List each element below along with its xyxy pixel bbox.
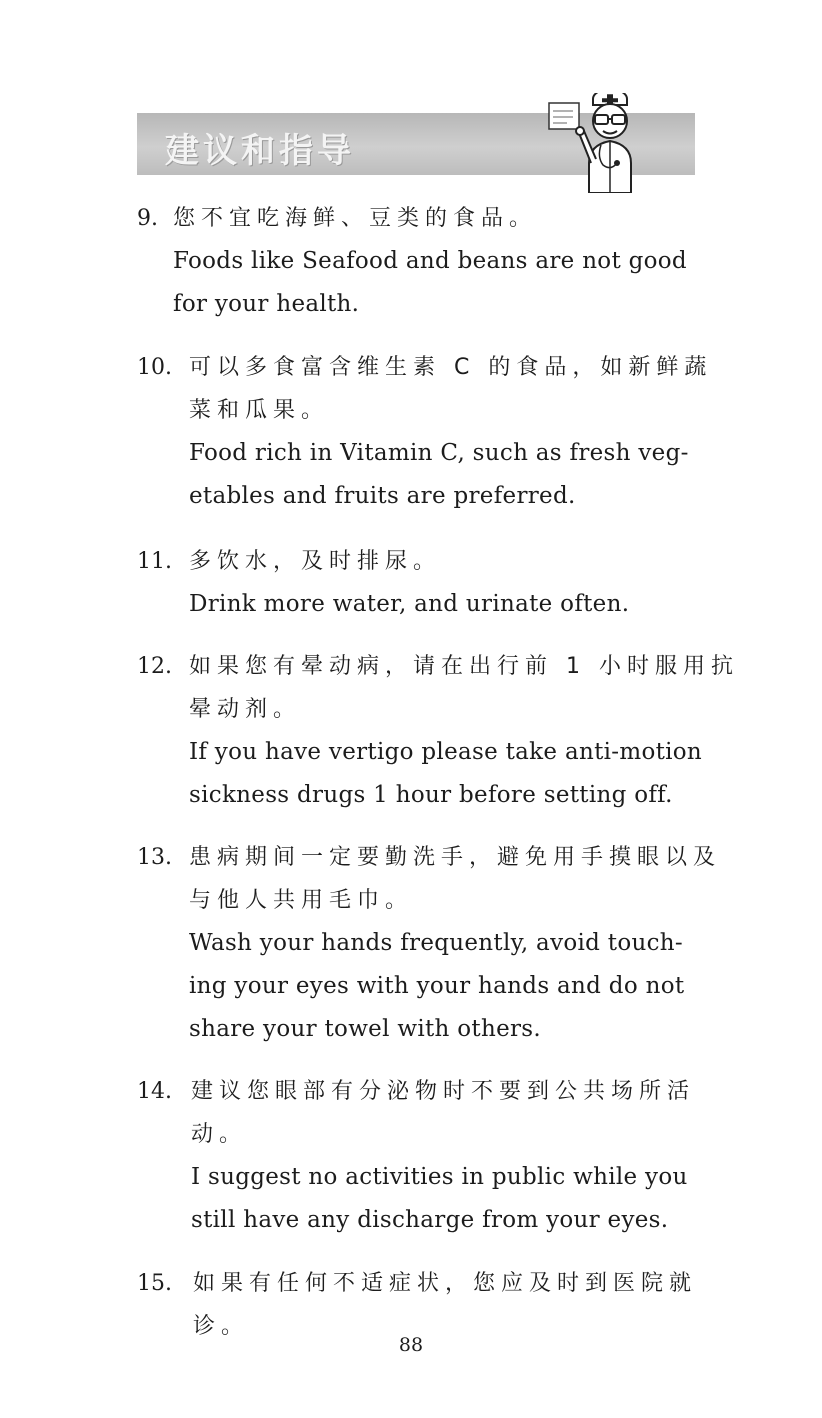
advice-item-12 bbox=[137, 645, 739, 817]
advice-item-9 bbox=[137, 197, 704, 326]
item-number: 12. bbox=[137, 654, 172, 679]
item-english-text bbox=[173, 240, 704, 326]
item-chinese-text bbox=[189, 540, 704, 583]
item-number: 9. bbox=[137, 206, 158, 231]
item-number: 15. bbox=[137, 1271, 172, 1296]
item-chinese-text bbox=[189, 836, 722, 922]
advice-item-13 bbox=[137, 836, 722, 1051]
chinese-line: 患病期间一定要勤洗手，避免用手摸眼以及 bbox=[189, 845, 722, 870]
chinese-line: 动。 bbox=[191, 1122, 248, 1147]
english-line: ing your eyes with your hands and do not bbox=[189, 973, 685, 999]
item-english-text bbox=[189, 731, 704, 817]
chinese-line: 建议您眼部有分泌物时不要到公共场所活 bbox=[191, 1079, 696, 1104]
chinese-line: 与他人共用毛巾。 bbox=[189, 888, 414, 913]
advice-item-10 bbox=[137, 346, 713, 518]
chinese-line: 晕动剂。 bbox=[189, 697, 302, 722]
english-line: still have any discharge from your eyes. bbox=[191, 1207, 669, 1233]
chinese-line: 如果您有晕动病，请在出行前 1 小时服用抗 bbox=[189, 654, 739, 679]
item-chinese-text bbox=[189, 645, 739, 731]
item-number: 10. bbox=[137, 355, 172, 380]
item-chinese-text bbox=[191, 1070, 704, 1156]
item-chinese-text bbox=[173, 197, 704, 240]
item-english-text bbox=[189, 432, 704, 518]
item-number: 11. bbox=[137, 549, 172, 574]
item-english-text bbox=[189, 922, 704, 1051]
english-line: sickness drugs 1 hour before setting off. bbox=[189, 782, 673, 808]
english-line: Drink more water, and urinate often. bbox=[189, 591, 630, 617]
chinese-line: 可以多食富含维生素 C 的食品，如新鲜蔬 bbox=[189, 355, 713, 380]
advice-item-14 bbox=[137, 1070, 704, 1242]
chinese-line: 诊。 bbox=[193, 1314, 250, 1339]
english-line: If you have vertigo please take anti-motion bbox=[189, 739, 703, 765]
item-chinese-text bbox=[189, 346, 713, 432]
chinese-line: 您不宜吃海鲜、豆类的食品。 bbox=[173, 206, 538, 231]
page-number: 88 bbox=[398, 1334, 424, 1356]
chinese-line: 如果有任何不适症状，您应及时到医院就 bbox=[193, 1271, 698, 1296]
english-line: Foods like Seafood and beans are not good bbox=[173, 248, 687, 274]
chinese-line: 多饮水，及时排尿。 bbox=[189, 549, 442, 574]
english-line: Wash your hands frequently, avoid touch- bbox=[189, 930, 683, 956]
item-number: 14. bbox=[137, 1079, 172, 1104]
chinese-line: 菜和瓜果。 bbox=[189, 398, 330, 423]
doctor-pointing-icon bbox=[543, 93, 647, 193]
advice-item-11 bbox=[137, 540, 704, 626]
english-line: for your health. bbox=[173, 291, 360, 317]
english-line: Food rich in Vitamin C, such as fresh veg- bbox=[189, 440, 689, 466]
item-number: 13. bbox=[137, 845, 172, 870]
section-title: 建议和指导 bbox=[165, 131, 355, 171]
item-english-text bbox=[189, 583, 704, 626]
english-line: share your towel with others. bbox=[189, 1016, 541, 1042]
item-english-text bbox=[191, 1156, 704, 1242]
english-line: I suggest no activities in public while you bbox=[191, 1164, 688, 1190]
english-line: etables and fruits are preferred. bbox=[189, 483, 576, 509]
